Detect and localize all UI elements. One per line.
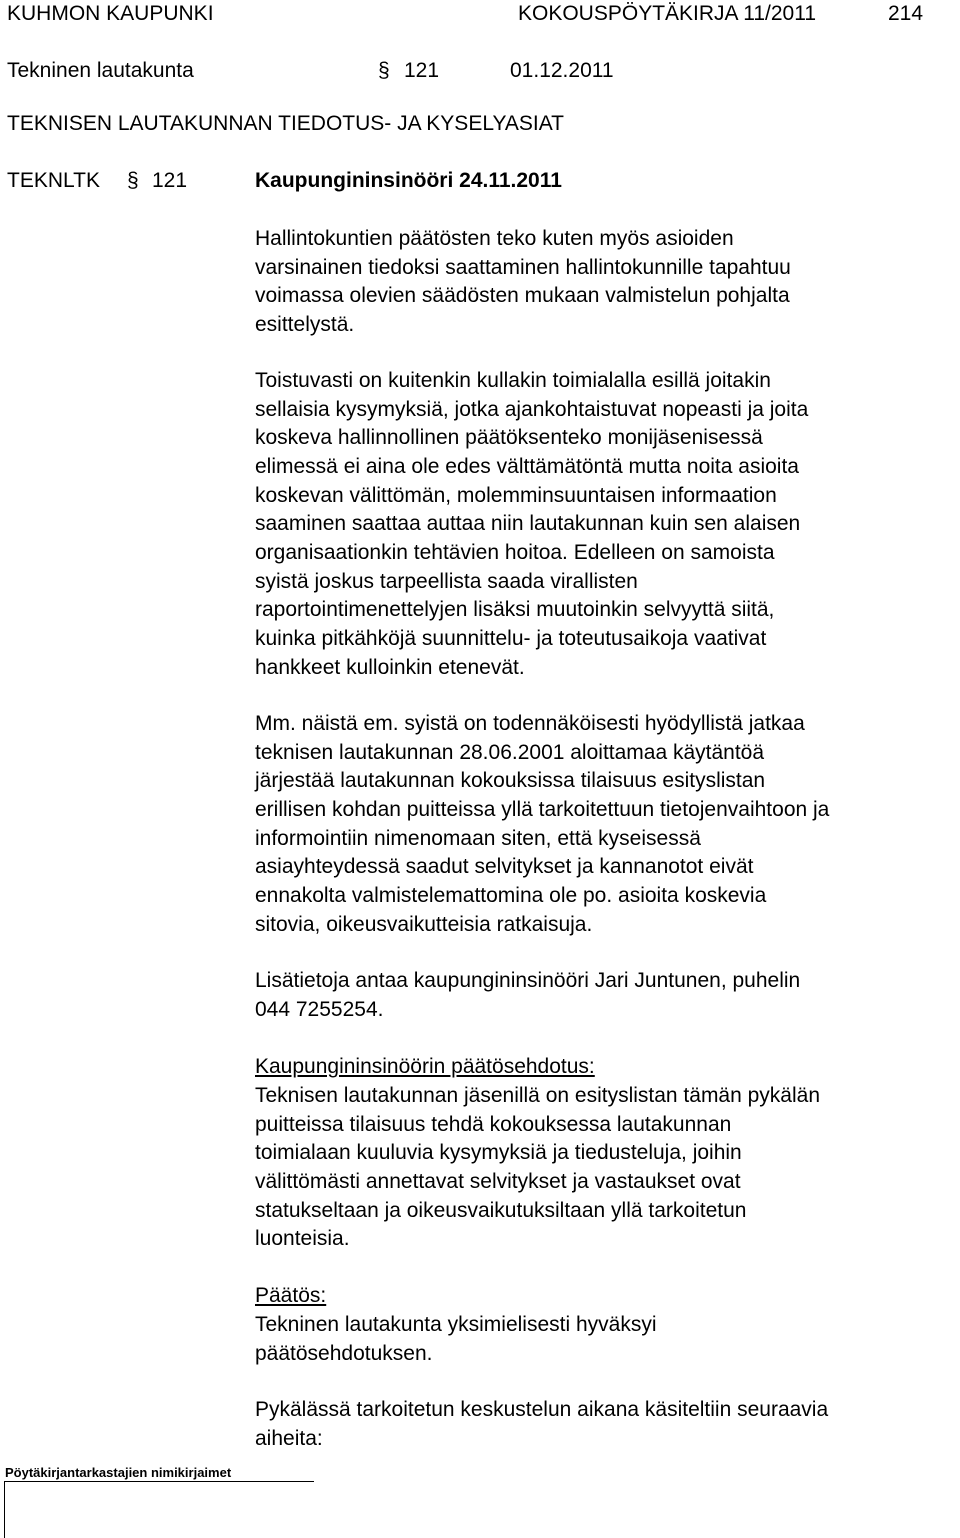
footer-box-edge — [4, 1481, 5, 1538]
footer-label: Pöytäkirjantarkastajien nimikirjaimet — [5, 1465, 232, 1480]
item-section-mark: § — [127, 169, 139, 192]
meeting-date: 01.12.2011 — [510, 59, 614, 82]
paragraph-contact: Lisätietoja antaa kaupungininsinööri Jari Juntunen, puhelin 044 7255254. — [255, 969, 801, 1021]
proposal-heading: Kaupungininsinöörin päätösehdotus: — [255, 1055, 595, 1078]
page-number: 214 — [888, 2, 924, 25]
paragraph-2: Toistuvasti on kuitenkin kullakin toimialalla esillä joitakin sellaisia kysymyksiä, jotka ajankohtaistuvat nopeasti ja joita koskeva hallinnollinen päätöksenteko monijäsenisessä elimessä ei aina ole edes välttämätöntä mutta noita asioita koskevan välittömän, molemminsuuntaisen informaation saaminen saattaa auttaa niin lautakunnan kuin sen alaisen organisaationkin tehtävien hoitoa. Edelleen on samoista syistä joskus tarpeellista saada virallisten raportointimenettelyjen lisäksi muutoinkin selvyyttä siitä, kuinka pitkähköjä suunnittelu- ja toteutusaikoja vaativat hankkeet kulloinkin etenevät. — [255, 369, 809, 679]
item-ref: TEKNLTK — [7, 169, 100, 192]
proposal-text: Teknisen lautakunnan jäsenillä on esityslistan tämän pykälän puitteissa tilaisuus tehdä kokouksessa lautakunnan toimialaan kuuluvia kysymyksiä ja tiedusteluja, joihin välittömästi annettavat selvitykset ja vastaukset ovat statukseltaan ja oikeusvaikutuksiltaan yllä tarkoitetun luonteisia. — [255, 1084, 821, 1251]
paragraph-1: Hallintokuntien päätösten teko kuten myös asioiden varsinainen tiedoksi saattaminen hallintokunnille tapahtuu voimassa olevien säädösten mukaan valmistelun pohjalta esittelystä. — [255, 227, 791, 336]
item-author-date: Kaupungininsinööri 24.11.2011 — [255, 169, 562, 192]
board-name: Tekninen lautakunta — [7, 59, 194, 82]
section-heading: TEKNISEN LAUTAKUNNAN TIEDOTUS- JA KYSELYASIAT — [7, 112, 565, 135]
city-name: KUHMON KAUPUNKI — [7, 2, 214, 25]
paragraph-topics: Pykälässä tarkoitetun keskustelun aikana käsiteltiin seuraavia aiheita: — [255, 1398, 829, 1450]
decision-heading: Päätös: — [255, 1284, 327, 1307]
decision-text: Tekninen lautakunta yksimielisesti hyväksyi päätösehdotuksen. — [255, 1313, 657, 1365]
footer-rule — [4, 1481, 314, 1482]
section-mark: § — [378, 59, 390, 82]
document-type: KOKOUSPÖYTÄKIRJA 11/2011 — [518, 2, 817, 25]
section-number: 121 — [404, 59, 440, 82]
item-number: 121 — [152, 169, 188, 192]
paragraph-3: Mm. näistä em. syistä on todennäköisesti hyödyllistä jatkaa teknisen lautakunnan 28.06.2001 aloittamaa käytäntöä järjestää lautakunnan kokouksissa tilaisuus esityslistan erillisen kohdan puitteissa yllä tarkoitettuun tietojenvaihtoon ja informointiin nimenomaan siten, että kyseisessä asiayhteydessä saadut selvitykset ja kannanotot eivät ennakolta valmistelemattomina ole po. asioita koskevia sitovia, oikeusvaikutteisia ratkaisuja. — [255, 712, 830, 936]
